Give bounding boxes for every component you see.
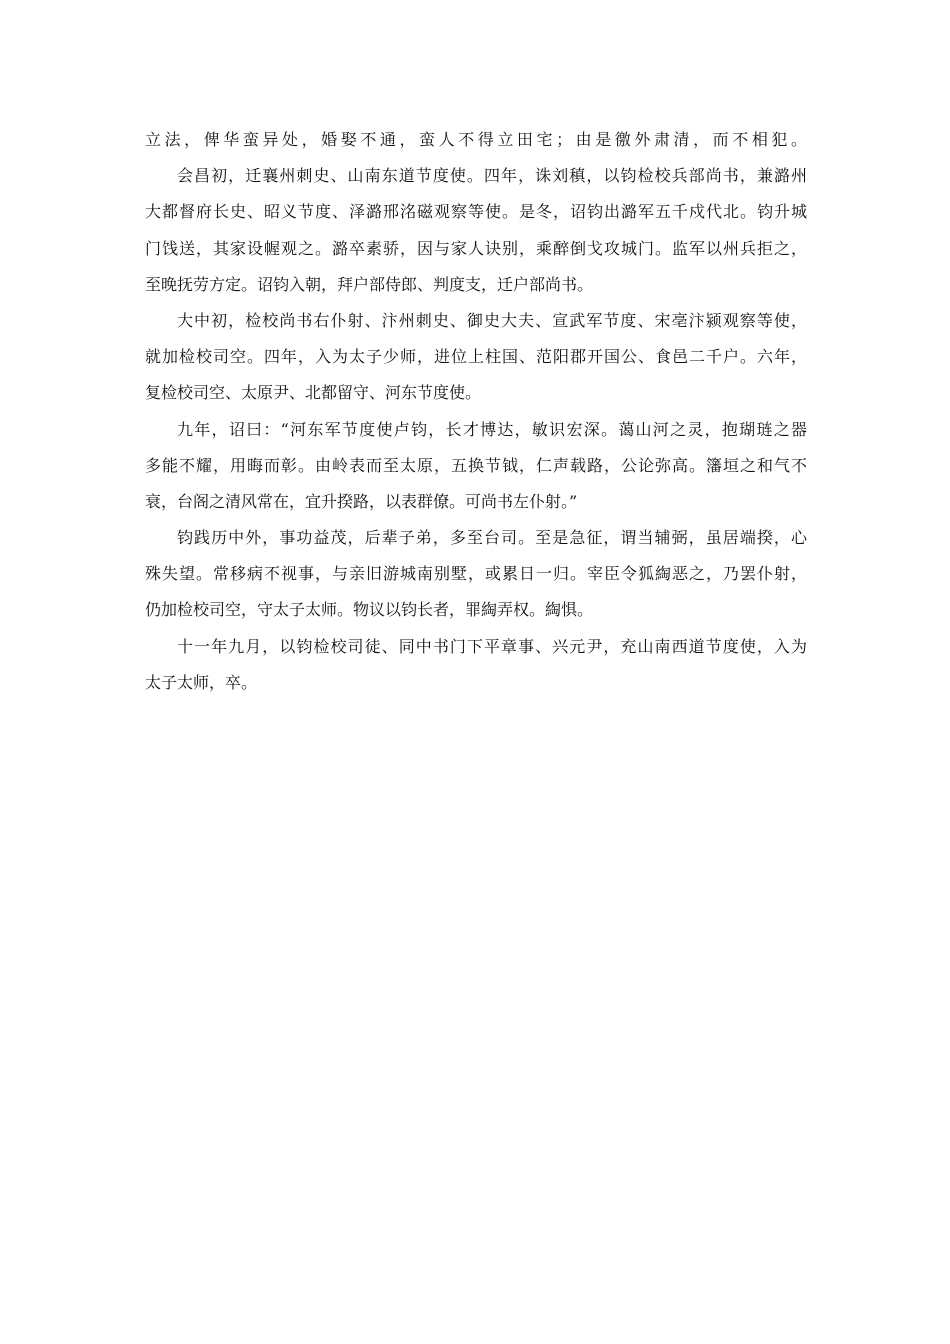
text-line: 大都督府长史、昭义节度、泽潞邢洺磁观察等使。是冬，诏钧出潞军五千戍代北。钧升城 [145, 202, 807, 222]
text-line: 多能不耀，用晦而彰。由岭表而至太原，五换节钺，仁声载路，公论弥高。籓垣之和气不 [145, 455, 807, 475]
text-line: 太子太师，卒。 [145, 672, 258, 692]
text-line: 复检校司空、太原尹、北都留守、河东节度使。 [145, 383, 482, 403]
text-line: 衰，台阁之清风常在，宜升揆路，以表群僚。可尚书左仆射。” [145, 491, 578, 511]
text-line: 门饯送，其家设幄观之。潞卒素骄，因与家人诀别，乘醉倒戈攻城门。监军以州兵拒之， [145, 238, 807, 258]
text-line: 大中初，检校尚书右仆射、汴州刺史、御史大夫、宣武军节度、宋亳汴颍观察等使， [177, 310, 807, 330]
text-line: 立法，俾华蛮异处，婚娶不通，蛮人不得立田宅；由是徼外肃清，而不相犯。 [145, 130, 807, 149]
text-line: 十一年九月，以钧检校司徒、同中书门下平章事、兴元尹，充山南西道节度使，入为 [177, 636, 807, 656]
text-line: 殊失望。常移病不视事，与亲旧游城南别墅，或累日一归。宰臣令狐綯恶之，乃罢仆射， [145, 564, 807, 584]
text-line: 就加检校司空。四年，入为太子少师，进位上柱国、范阳郡开国公、食邑二千户。六年， [145, 347, 807, 367]
text-line: 会昌初，迁襄州刺史、山南东道节度使。四年，诛刘稹，以钧检校兵部尚书，兼潞州 [177, 166, 807, 186]
text-line: 仍加检校司空，守太子太师。物议以钧长者，罪綯弄权。綯惧。 [145, 600, 594, 620]
text-line: 九年，诏曰：“河东军节度使卢钧，长才博达，敏识宏深。蔼山河之灵，抱瑚琏之器 [177, 419, 807, 439]
text-line: 至晚抚劳方定。诏钧入朝，拜户部侍郎、判度支，迁户部尚书。 [145, 274, 594, 294]
document-body [145, 122, 807, 701]
text-line: 钧践历中外，事功益茂，后辈子弟，多至台司。至是急征，谓当辅弼，虽居端揆，心 [177, 528, 807, 548]
